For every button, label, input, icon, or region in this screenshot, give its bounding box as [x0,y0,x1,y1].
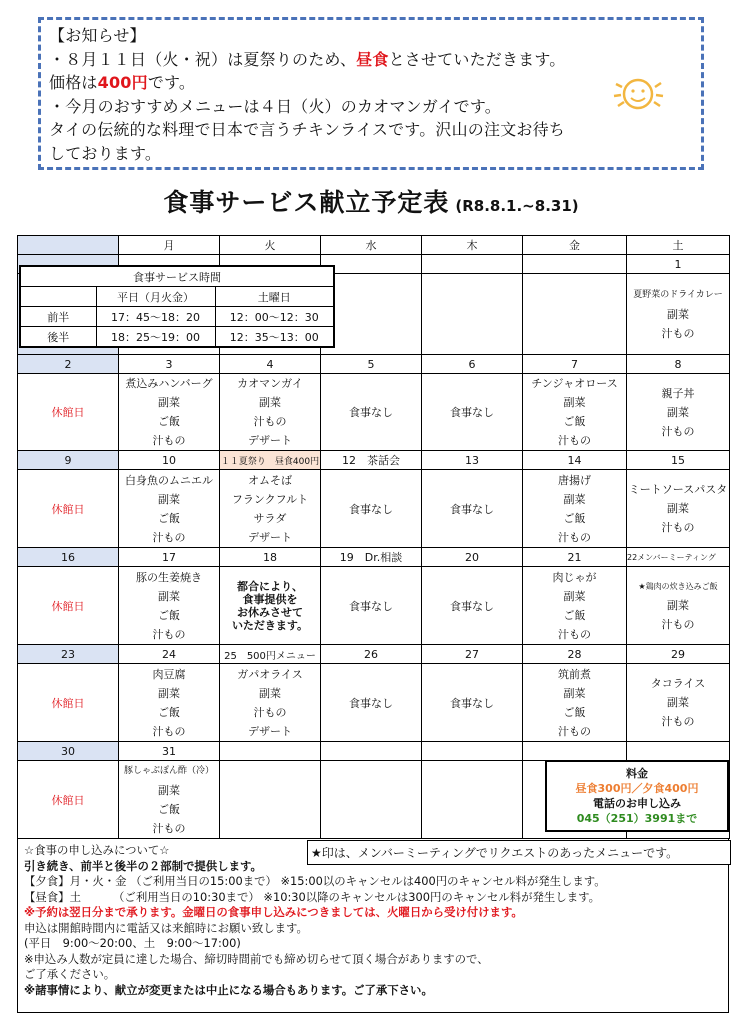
phone-label: 電話のお申し込み [593,797,681,810]
no-meal-label: 食事なし [321,470,422,548]
day-number: 4 [220,355,321,374]
menu-cell: ガパオライス 副菜 汁もの デザート [220,664,321,742]
menu-cell: 白身魚のムニエル 副菜 ご飯 汁もの [119,470,220,548]
day-number: 26 [321,645,422,664]
menu-cell: ミートソースパスタ 副菜 汁もの [627,470,730,548]
day-number: 28 [523,645,627,664]
notice-line-2: 価格は400円です。 [49,73,196,92]
weekday-header-row [18,236,730,255]
day-number: 10 [119,451,220,470]
notice-line-3: ・今月のおすすめメニューは４日（火）のカオマンガイです。 [49,96,502,116]
day-number: 21 [523,548,627,567]
week2-menu-row [18,374,730,451]
closed-label: 休館日 [18,664,119,742]
no-meal-label: 食事なし [321,374,422,451]
day-number: 17 [119,548,220,567]
week5-menu-row [18,664,730,742]
service-time-table: 食事サービス時間 平日（月火金） 土曜日 前半 17：45～18：20 12：00～12：30 後半 18：25～19：00 12：35～13：00 [19,265,335,348]
closed-label: 休館日 [18,567,119,645]
suspended-notice: 都合により、 食事提供を お休みさせて いただきます。 [220,567,321,645]
notice-line-1: ・８月１１日（火・祝）は夏祭りのため、昼食とさせていただきます。 [49,49,566,69]
weekday-sat: 土 [627,236,730,255]
week4-number-row [18,548,730,567]
day-number: 14 [523,451,627,470]
day-number: 8 [627,355,730,374]
star-note: ★印は、メンバーミーティングでリクエストのあったメニューです。 [307,840,731,865]
notice-title: 【お知らせ】 [49,26,146,45]
application-info-box: ☆食事の申し込みについて☆ 引き続き、前半と後半の２部制で提供します。 【夕食】月・火・金 （ご利用当日の15:00まで） ※15:00以のキャンセルは400円のキャンセル料が発生します。 【昼食】土 （ご利用当日の10:30まで） ※10:30以降のキャンセルは300円のキャンセル料が発生します。 ※予約は翌日分まで承ります。金曜日の食事申し込みにつきましては、火曜日から受け付けます。 申込は開館時間内に電話又は来館時にお願い致します。 (平日 9:00～20:00、土 9:00～17:00) ※申込み人数が定員に達した場合、締切時間前でも締め切らせて頂く場合がありますので、 ご了承ください。 ※諸事情により、献立が変更または中止になる場合もあります。ご了承下さい。 [17,838,729,1013]
menu-cell: ★鶏肉の炊き込みご飯 副菜 汁もの [627,567,730,645]
menu-cell: 豚の生姜焼き 副菜 ご飯 汁もの [119,567,220,645]
day-number: 24 [119,645,220,664]
menu-cell: 豚しゃぶぽん酢（冷） 副菜 ご飯 汁もの [119,761,220,839]
menu-cell: カオマンガイ 副菜 汁もの デザート [220,374,321,451]
weekday-sun [18,236,119,255]
week5-number-row [18,645,730,664]
menu-cell: 煮込みハンバーグ 副菜 ご飯 汁もの [119,374,220,451]
day-number: 20 [422,548,523,567]
weekday-fri: 金 [523,236,627,255]
day-number: 9 [18,451,119,470]
smiling-sun-icon [598,72,676,116]
weekday-thu: 木 [422,236,523,255]
menu-cell: 肉じゃが 副菜 ご飯 汁もの [523,567,627,645]
day-number: 25 500円メニュー [220,645,321,664]
day-number: 3 [119,355,220,374]
service-time-title: 食事サービス時間 [20,266,334,287]
no-meal-label: 食事なし [422,567,523,645]
no-meal-label: 食事なし [422,664,523,742]
day-number: 6 [422,355,523,374]
day-number: 13 [422,451,523,470]
title-main: 食事サービス献立予定表 [163,188,450,217]
menu-cell: 筑前煮 副菜 ご飯 汁もの [523,664,627,742]
week3-number-row [18,451,730,470]
day-number: 19 Dr.相談 [321,548,422,567]
closed-label: 休館日 [18,761,119,839]
day-number: 30 [18,742,119,761]
day-number: 22メンバーミーティング [627,548,730,567]
week2-number-row [18,355,730,374]
no-meal-label: 食事なし [422,470,523,548]
price-amounts: 昼食300円／夕食400円 [575,782,699,795]
phone-number: 045（251）3991まで [576,812,698,825]
week3-menu-row [18,470,730,548]
day-number-festival: １１夏祭り 昼食400円 [220,451,321,470]
menu-cell: オムそば フランクフルト サラダ デザート [220,470,321,548]
day-number: 1 [627,255,730,274]
no-meal-label: 食事なし [321,664,422,742]
day-number: 23 [18,645,119,664]
price-box [545,760,729,832]
day-number: 31 [119,742,220,761]
menu-cell: チンジャオロース 副菜 ご飯 汁もの [523,374,627,451]
weekday-wed: 水 [321,236,422,255]
day-number: 29 [627,645,730,664]
closed-label: 休館日 [18,374,119,451]
day-number: 16 [18,548,119,567]
day-number: 2 [18,355,119,374]
week6-number-row [18,742,730,761]
closed-label: 休館日 [18,470,119,548]
notice-line-5: しております。 [49,143,162,163]
menu-cell: 肉豆腐 副菜 ご飯 汁もの [119,664,220,742]
menu-cell: 唐揚げ 副菜 ご飯 汁もの [523,470,627,548]
day-number: 7 [523,355,627,374]
title-date-range: (R8.8.1.~8.31) [455,197,579,215]
no-meal-label: 食事なし [422,374,523,451]
day-number: 18 [220,548,321,567]
day-number: 12 茶話会 [321,451,422,470]
day-number: 5 [321,355,422,374]
menu-cell: タコライス 副菜 汁もの [627,664,730,742]
menu-cell: 親子丼 副菜 汁もの [627,374,730,451]
no-meal-label: 食事なし [321,567,422,645]
week4-menu-row [18,567,730,645]
notice-line-4: タイの伝統的な料理で日本で言うチキンライスです。沢山の注文お待ち [49,120,566,139]
day-number: 27 [422,645,523,664]
day-number: 15 [627,451,730,470]
menu-cell-sat-1: 夏野菜のドライカレー 副菜 汁もの [627,274,730,355]
weekday-tue: 火 [220,236,321,255]
page-title [0,183,742,219]
price-title: 料金 [626,767,648,780]
weekday-mon: 月 [119,236,220,255]
